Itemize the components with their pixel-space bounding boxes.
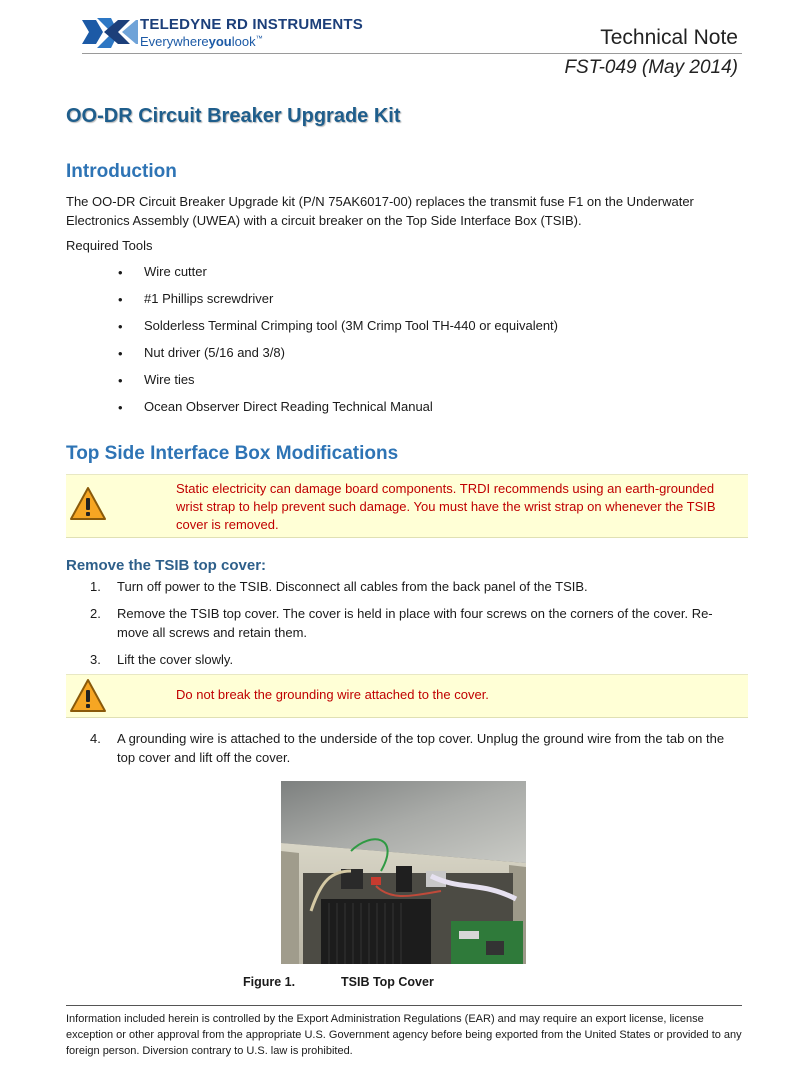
figure-caption: [243, 975, 434, 989]
list-item: [66, 577, 727, 596]
step-number: 2.: [90, 606, 101, 621]
required-tools-label: Required Tools: [66, 238, 153, 253]
warning-icon: [69, 486, 107, 522]
tsib-photo-illustration: [281, 781, 526, 964]
tool-text: Nut driver (5/16 and 3/8): [144, 345, 285, 360]
list-item: [66, 729, 727, 767]
export-control-notice: Information included herein is controlled by the Export Administration Regulations (EAR) and may require an export license, license exception or other approval from the appropriate U.S. Government agency before being exported from the United States or provided to any foreign person. Diversion contrary to U.S. law is prohibited.: [66, 1013, 742, 1057]
caution-text-grounding: Do not break the grounding wire attached to the cover.: [176, 687, 489, 702]
bullet-icon: •: [118, 400, 123, 415]
step-text: Lift the cover slowly.: [117, 652, 234, 667]
introduction-paragraph: The OO-DR Circuit Breaker Upgrade kit (P/N 75AK6017-00) replaces the transmit fuse F1 on the Underwater Electronics Assembly (UWEA) with a circuit breaker on the Top Side Interface Box (TSIB).: [66, 194, 694, 228]
list-item: [66, 343, 748, 370]
tsib-section-heading: Top Side Interface Box Modifications: [66, 443, 399, 464]
figure-label: Figure 1.: [243, 975, 296, 989]
header-divider: [82, 53, 742, 54]
bullet-icon: •: [118, 373, 123, 388]
footer-divider: [66, 1005, 742, 1006]
step-number: 4.: [90, 731, 101, 746]
list-item: [66, 289, 748, 316]
tsib-top-cover-photo: [281, 781, 526, 964]
list-item: [66, 370, 748, 397]
list-item: [66, 316, 748, 343]
bullet-icon: •: [118, 265, 123, 280]
caution-box-grounding: [66, 674, 748, 718]
tool-text: Ocean Observer Direct Reading Technical Manual: [144, 399, 433, 414]
company-tagline: [140, 34, 263, 49]
bullet-icon: •: [118, 346, 123, 361]
step-text: Remove the TSIB top cover. The cover is held in place with four screws on the corners of the cover. Re-move all screws and retain them.: [117, 606, 713, 640]
document-id: FST-049 (May 2014): [564, 57, 738, 78]
document-type: Technical Note: [600, 26, 738, 49]
caution-text-static: Static electricity can damage board components. TRDI recommends using an earth-grounded wrist strap to help prevent such damage. You must have the wrist strap on whenever the TSIB cover is removed.: [176, 481, 716, 532]
step-number: 3.: [90, 652, 101, 667]
introduction-heading: Introduction: [66, 161, 177, 182]
page-title: OO-DR Circuit Breaker Upgrade Kit: [66, 105, 401, 127]
remove-cover-steps: [66, 577, 748, 669]
step-text: Turn off power to the TSIB. Disconnect all cables from the back panel of the TSIB.: [117, 579, 588, 594]
step-text: A grounding wire is attached to the underside of the top cover. Unplug the ground wire from the tab on the top cover and lift off the cover.: [117, 731, 725, 765]
tagline-everywhere: Everywhere: [140, 34, 209, 49]
caution-box-static: [66, 474, 748, 538]
company-name: TELEDYNE RD INSTRUMENTS: [140, 16, 363, 33]
tool-text: #1 Phillips screwdriver: [144, 291, 274, 306]
figure-title: TSIB Top Cover: [341, 975, 434, 989]
tool-text: Wire ties: [144, 372, 195, 387]
tool-text: Wire cutter: [144, 264, 207, 279]
tagline-look: look: [231, 34, 256, 49]
remove-cover-step-4: [66, 729, 748, 767]
tagline-trademark: ™: [255, 35, 263, 43]
warning-icon: [69, 678, 107, 714]
bullet-icon: •: [118, 292, 123, 307]
teledyne-logo-mark-icon: [82, 16, 138, 50]
list-item: [66, 650, 727, 669]
list-item: [66, 397, 748, 424]
tagline-you: you: [208, 34, 232, 49]
step-number: 1.: [90, 579, 101, 594]
remove-cover-subheading: Remove the TSIB top cover:: [66, 557, 267, 574]
list-item: [66, 604, 727, 642]
tool-text: Solderless Terminal Crimping tool (3M Crimp Tool TH-440 or equivalent): [144, 318, 559, 333]
bullet-icon: •: [118, 319, 123, 334]
tools-list: [66, 262, 748, 424]
teledyne-logo: [82, 14, 363, 54]
list-item: [66, 262, 748, 289]
